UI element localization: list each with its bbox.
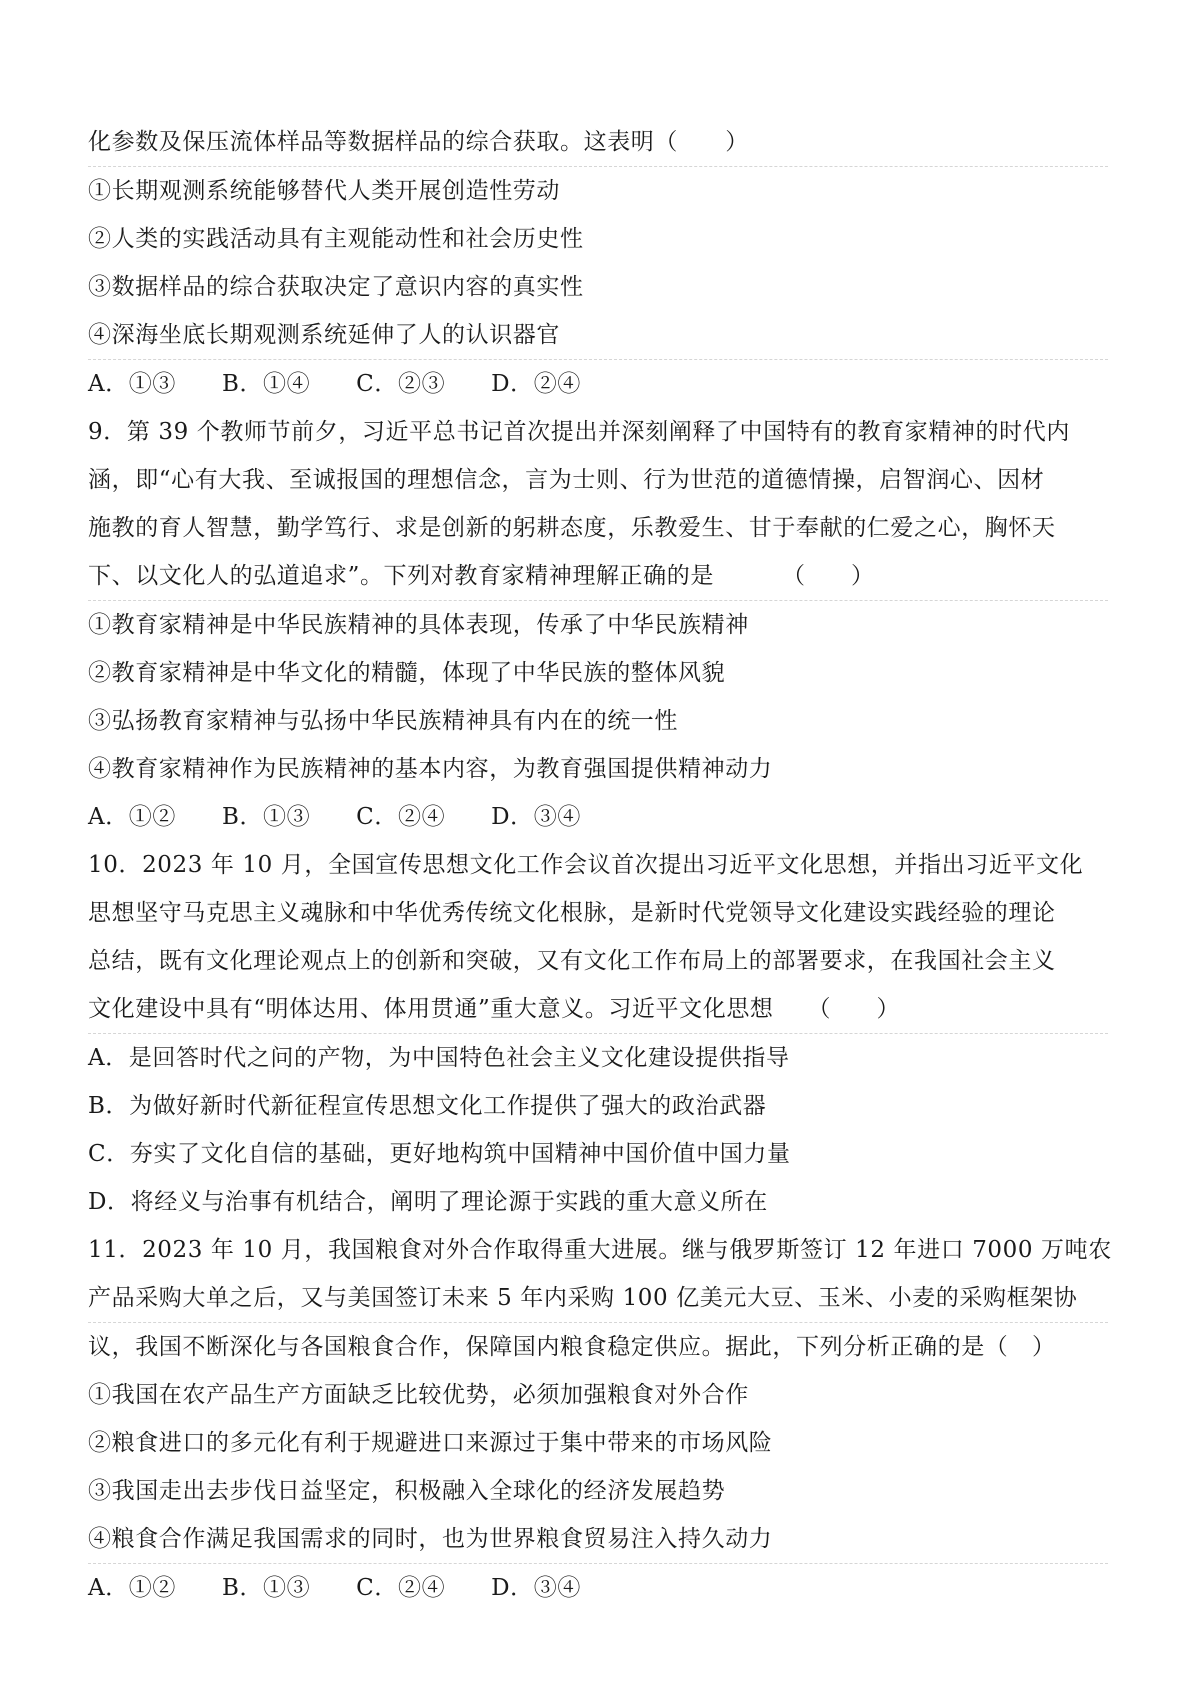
q9-item-2: ②教育家精神是中华文化的精髓，体现了中华民族的整体风貌: [88, 660, 726, 686]
q8-item-1: ①长期观测系统能够替代人类开展创造性劳动: [88, 178, 560, 204]
q9-option-b: B．①③: [221, 804, 311, 830]
q10-answer-bracket: （ ）: [807, 996, 900, 1022]
q8-option-a: A．①③: [88, 371, 177, 397]
q11-item-3: ③我国走出去步伐日益坚定，积极融入全球化的经济发展趋势: [88, 1478, 726, 1504]
q8-option-c: C．②③: [356, 371, 446, 397]
q10-choice-c: C．夯实了文化自信的基础，更好地构筑中国精神中国价值中国力量: [88, 1141, 791, 1167]
q11-option-b: B．①③: [221, 1575, 311, 1601]
q8-stem-line: 化参数及保压流体样品等数据样品的综合获取。这表明（ ）: [88, 118, 1108, 167]
q9-answer-bracket: （ ）: [781, 563, 874, 589]
q9-stem-line-4: [88, 552, 1108, 601]
q11-item-4: ④粮食合作满足我国需求的同时，也为世界粮食贸易注入持久动力: [88, 1515, 1108, 1564]
q10-stem-line-4: [88, 985, 1108, 1034]
q11-option-a: A．①②: [88, 1575, 177, 1601]
q9-option-d: D．③④: [491, 804, 581, 830]
q9-item-4: ④教育家精神作为民族精神的基本内容，为教育强国提供精神动力: [88, 756, 773, 782]
q10-stem-text: 文化建设中具有“明体达用、体用贯通”重大意义。习近平文化思想: [88, 996, 774, 1022]
q8-options: [88, 360, 1108, 408]
q11-option-d: D．③④: [491, 1575, 581, 1601]
q11-stem-line-3: 议，我国不断深化与各国粮食合作，保障国内粮食稳定供应。据此，下列分析正确的是（ ）: [88, 1334, 1056, 1360]
q11-item-2: ②粮食进口的多元化有利于规避进口来源过于集中带来的市场风险: [88, 1430, 773, 1456]
q8-item-2: ②人类的实践活动具有主观能动性和社会历史性: [88, 226, 584, 252]
q8-option-d: D．②④: [491, 371, 581, 397]
q11-item-1: ①我国在农产品生产方面缺乏比较优势，必须加强粮食对外合作: [88, 1382, 749, 1408]
q10-stem-line-3: 总结，既有文化理论观点上的创新和突破，又有文化工作布局上的部署要求，在我国社会主义: [88, 948, 1056, 974]
q8-item-3: ③数据样品的综合获取决定了意识内容的真实性: [88, 274, 584, 300]
q9-stem-line-3: 施教的育人智慧，勤学笃行、求是创新的躬耕态度，乐教爱生、甘于奉献的仁爱之心，胸怀天: [88, 515, 1056, 541]
q8-option-b: B．①④: [221, 371, 311, 397]
q9-option-c: C．②④: [356, 804, 446, 830]
q9-option-a: A．①②: [88, 804, 177, 830]
exam-page: [88, 118, 1112, 1612]
q10-stem-line-1: 10．2023 年 10 月，全国宣传思想文化工作会议首次提出习近平文化思想，并指出习近平文化: [88, 852, 1084, 878]
q10-choice-a: A．是回答时代之问的产物，为中国特色社会主义文化建设提供指导: [88, 1045, 790, 1071]
q9-stem-text: 下、以文化人的弘道追求”。下列对教育家精神理解正确的是: [88, 563, 714, 589]
q10-choice-d: D．将经义与治事有机结合，阐明了理论源于实践的重大意义所在: [88, 1189, 768, 1215]
q9-item-1: ①教育家精神是中华民族精神的具体表现，传承了中华民族精神: [88, 612, 749, 638]
q9-stem-line-1: 9．第 39 个教师节前夕，习近平总书记首次提出并深刻阐释了中国特有的教育家精神的时代内: [88, 419, 1070, 445]
q8-item-4: ④深海坐底长期观测系统延伸了人的认识器官: [88, 311, 1108, 360]
q11-stem-line-1: 11．2023 年 10 月，我国粮食对外合作取得重大进展。继与俄罗斯签订 12 年进口 7000 万吨农: [88, 1237, 1112, 1263]
q9-options: [88, 793, 1108, 841]
q10-stem-line-2: 思想坚守马克思主义魂脉和中华优秀传统文化根脉，是新时代党领导文化建设实践经验的理论: [88, 900, 1056, 926]
q9-item-3: ③弘扬教育家精神与弘扬中华民族精神具有内在的统一性: [88, 708, 678, 734]
q11-stem-line-2: 产品采购大单之后，又与美国签订未来 5 年内采购 100 亿美元大豆、玉米、小麦的采购框架协: [88, 1274, 1108, 1323]
q9-stem-line-2: 涵，即“心有大我、至诚报国的理想信念，言为士则、行为世范的道德情操，启智润心、因材: [88, 467, 1045, 493]
q11-options: [88, 1564, 1108, 1612]
q11-option-c: C．②④: [356, 1575, 446, 1601]
q10-choice-b: B．为做好新时代新征程宣传思想文化工作提供了强大的政治武器: [88, 1093, 767, 1119]
